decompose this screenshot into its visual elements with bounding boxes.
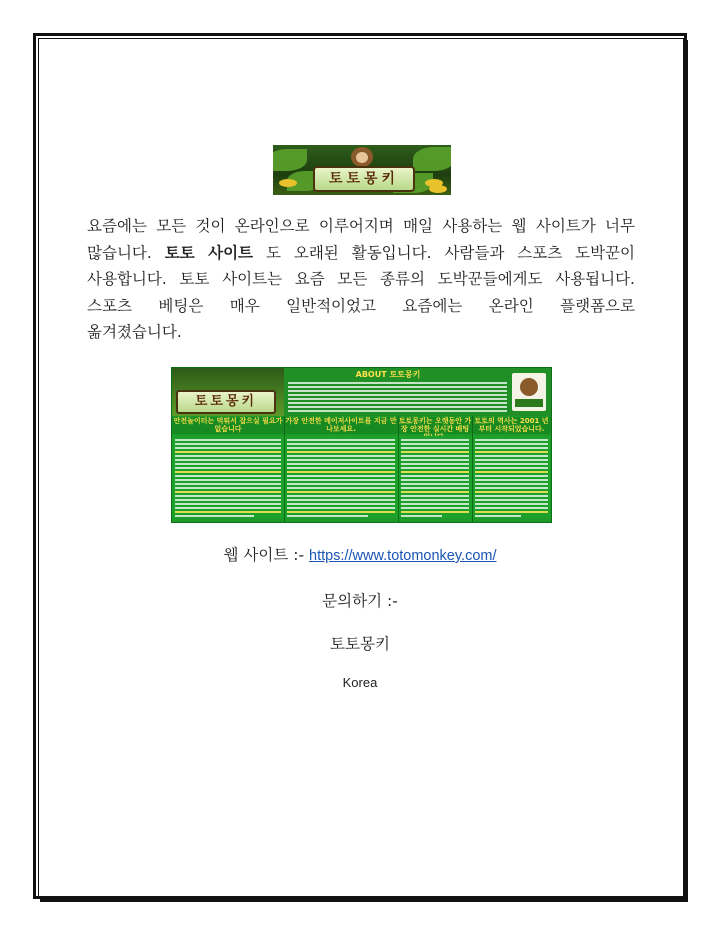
- website-line: [0, 543, 720, 565]
- website-link[interactable]: https://www.totomonkey.com/: [309, 548, 497, 564]
- intro-paragraph: [87, 213, 635, 346]
- page-shadow-right: [684, 40, 688, 902]
- screenshot-column-heading: 가장 안전한 메이저사이트를 지금 만나보세요.: [285, 417, 397, 433]
- screenshot-about-title: ABOUT 토토몽키: [355, 370, 421, 379]
- paragraph-text: 많습니다.: [87, 243, 165, 262]
- toto-site-keyword: 토토 사이트: [164, 243, 254, 262]
- company-name: 토토몽키: [330, 635, 390, 653]
- paragraph-text: 요즘에는 모든 것이 온라인으로 이루어지며 매일 사용하는 웹 사이트가 너무: [87, 217, 635, 235]
- screenshot-column-body: [472, 436, 551, 518]
- country-name: Korea: [342, 675, 378, 690]
- paragraph-line: [87, 240, 635, 267]
- paragraph-text: 도 오래된 활동입니다. 사람들과 스포츠 도박꾼이: [253, 243, 636, 262]
- website-label: 웹 사이트 :-: [223, 546, 309, 564]
- paragraph-line: [87, 319, 635, 346]
- screenshot-column-body: [172, 436, 284, 518]
- paragraph-text: 옮겨졌습니다.: [87, 323, 182, 341]
- screenshot-column-heading: 토토몽키는 오랫동안 가장 안전한 실시간 배팅: [398, 417, 472, 433]
- paragraph-line: [87, 293, 635, 320]
- screenshot-column-body: [284, 436, 398, 518]
- screenshot-column-heading: 안전놀이터는 먹튀서 잡으실 필요가 없습니다: [173, 417, 283, 433]
- contact-label: 문의하기 :-: [322, 592, 398, 610]
- website-screenshot-image: [171, 367, 552, 523]
- screenshot-logo: [172, 368, 284, 416]
- paragraph-line: [87, 213, 635, 240]
- page-shadow-bottom: [40, 898, 688, 902]
- logo-text: 토토몽키: [313, 166, 415, 192]
- screenshot-column-heading: 토토의 역사는 2001 년부터 시작되었습니다.: [472, 417, 551, 434]
- screenshot-logo-text: 토토몽키: [176, 390, 276, 414]
- paragraph-text: 사용합니다. 토토 사이트는 요즘 모든 종류의 도박꾼들에게도 사용됩니다.: [87, 270, 635, 288]
- monkey-badge-icon: [512, 373, 546, 411]
- paragraph-text: 스포츠 베팅은 매우 일반적이었고 요즘에는 온라인 플랫폼으로: [87, 296, 635, 315]
- screenshot-column-body: [398, 436, 472, 518]
- paragraph-line: [87, 266, 635, 293]
- totomonkey-logo-image: [273, 145, 451, 195]
